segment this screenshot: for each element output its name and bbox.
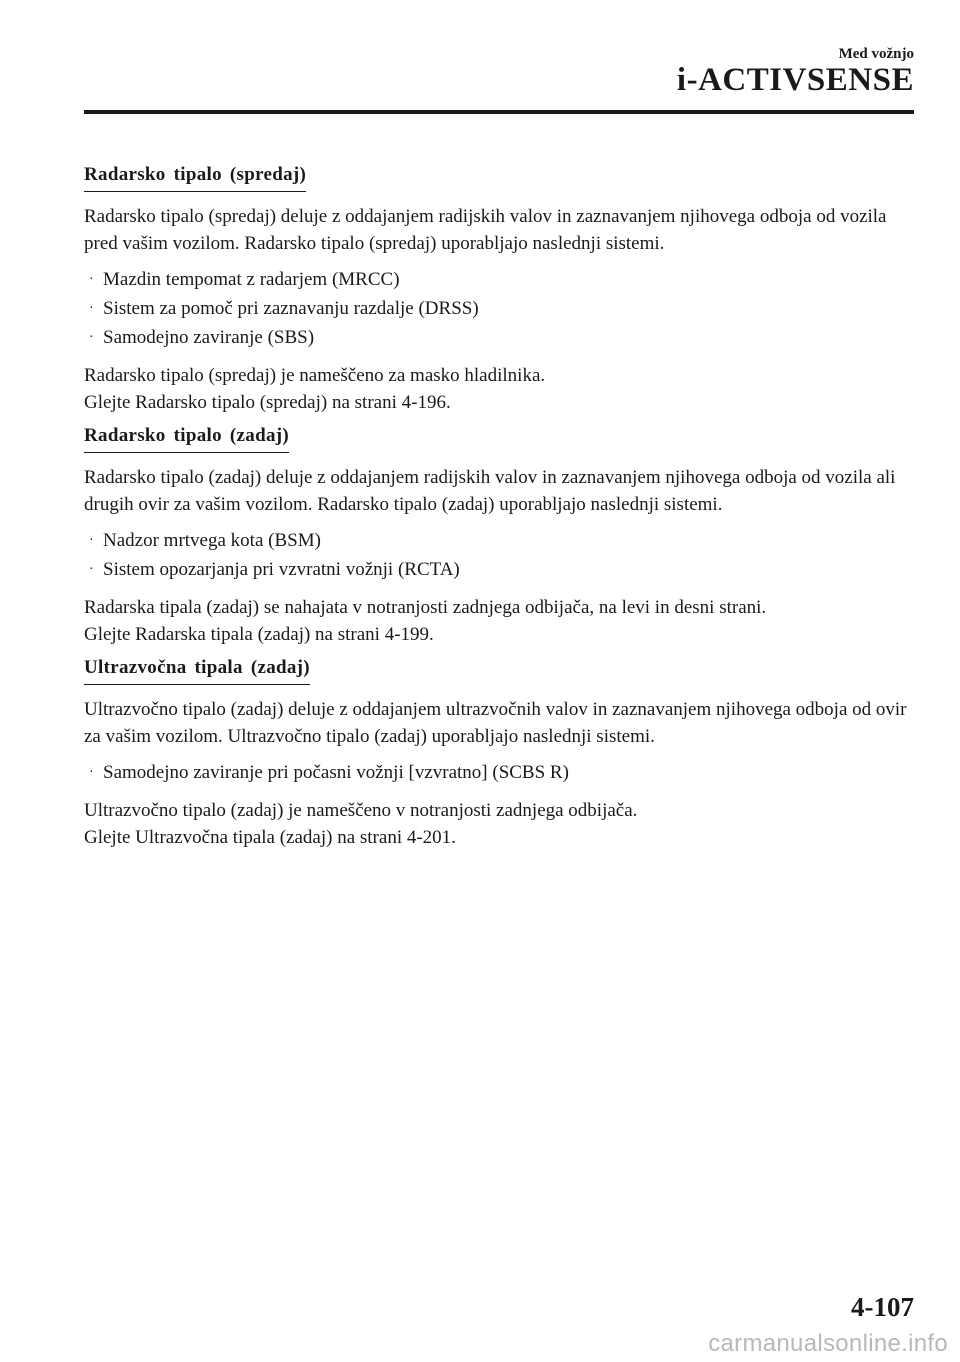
page-content — [84, 164, 916, 860]
bullet-icon: · — [89, 272, 94, 287]
list-item — [89, 295, 916, 324]
section-intro: Radarsko tipalo (spredaj) deluje z oddajanjem radijskih valov in zaznavanjem njihovega odboja od vozila pred vašim vozilom. Radarsko tipalo (spredaj) uporabljajo naslednji sistemi. — [84, 206, 887, 254]
bullet-icon: · — [89, 330, 94, 345]
list-item-text: Samodejno zaviranje (SBS) — [103, 327, 315, 348]
section-intro: Ultrazvočno tipalo (zadaj) deluje z oddajanjem ultrazvočnih valov in zaznavanjem njihovega odboja od ovir za vašim vozilom. Ultrazvočno tipalo (zadaj) uporabljajo naslednji sistemi. — [84, 699, 907, 747]
system-list — [84, 527, 916, 585]
header-divider — [84, 110, 914, 114]
list-item — [89, 556, 916, 585]
chapter-subtitle: Med vožnjo — [838, 46, 914, 62]
bullet-icon: · — [89, 533, 94, 548]
list-item-text: Nadzor mrtvega kota (BSM) — [103, 530, 321, 551]
list-item — [89, 759, 916, 788]
list-item-text: Sistem opozarjanja pri vzvratni vožnji (RCTA) — [103, 559, 460, 580]
bullet-icon: · — [89, 301, 94, 316]
section-rear-radar — [84, 425, 916, 648]
list-item — [89, 527, 916, 556]
location-text: Radarsko tipalo (spredaj) je nameščeno za masko hladilnika. — [84, 365, 546, 386]
watermark: carmanualsonline.info — [708, 1330, 948, 1357]
bullet-icon: · — [89, 562, 94, 577]
section-intro: Radarsko tipalo (zadaj) deluje z oddajanjem radijskih valov in zaznavanjem njihovega odboja od vozila ali drugih ovir za vašim vozilom. Radarsko tipalo (zadaj) uporabljajo naslednji sistemi. — [84, 467, 896, 515]
system-list — [84, 266, 916, 353]
section-front-radar — [84, 164, 916, 416]
section-heading: Radarsko tipalo (zadaj) — [84, 425, 289, 453]
section-location — [84, 797, 916, 851]
bullet-icon: · — [89, 765, 94, 780]
page-reference: Glejte Ultrazvočna tipala (zadaj) na strani 4-201. — [84, 827, 456, 848]
page-reference: Glejte Radarsko tipalo (spredaj) na strani 4-196. — [84, 392, 451, 413]
list-item-text: Samodejno zaviranje pri počasni vožnji [vzvratno] (SCBS R) — [103, 762, 569, 783]
section-rear-ultrasonic — [84, 657, 916, 851]
chapter-title: i-ACTIVSENSE — [676, 62, 914, 98]
section-heading: Radarsko tipalo (spredaj) — [84, 164, 306, 192]
system-list — [84, 759, 916, 788]
list-item — [89, 324, 916, 353]
list-item-text: Sistem za pomoč pri zaznavanju razdalje (DRSS) — [103, 298, 479, 319]
section-location — [84, 362, 916, 416]
location-text: Radarska tipala (zadaj) se nahajata v notranjosti zadnjega odbijača, na levi in desni strani. — [84, 597, 767, 618]
section-heading: Ultrazvočna tipala (zadaj) — [84, 657, 310, 685]
location-text: Ultrazvočno tipalo (zadaj) je nameščeno v notranjosti zadnjega odbijača. — [84, 800, 638, 821]
list-item — [89, 266, 916, 295]
page-number: 4-107 — [851, 1292, 914, 1322]
section-location — [84, 594, 916, 648]
page-reference: Glejte Radarska tipala (zadaj) na strani 4-199. — [84, 624, 434, 645]
list-item-text: Mazdin tempomat z radarjem (MRCC) — [103, 269, 400, 290]
